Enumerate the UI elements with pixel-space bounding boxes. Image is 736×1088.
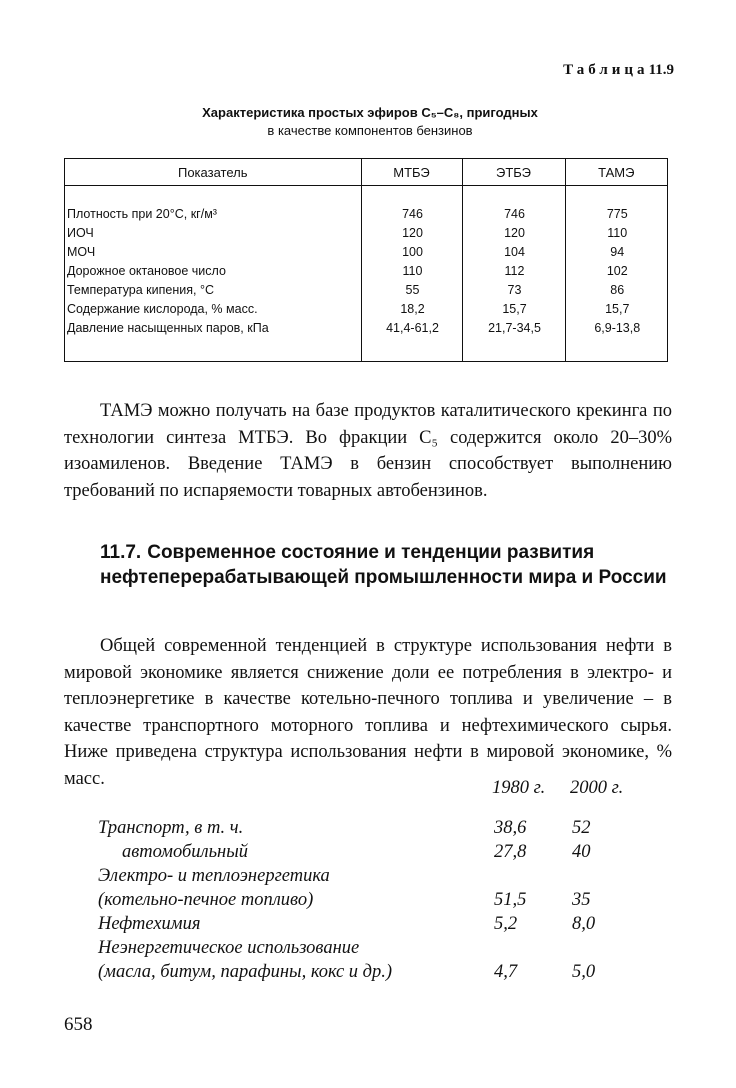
- usage-label: Электро- и теплоэнергетика: [98, 866, 330, 886]
- usage-label: Неэнергетическое использование: [98, 938, 360, 958]
- usage-label: (масла, битум, парафины, кокс и др.): [98, 962, 393, 982]
- cell-etbe: 120: [462, 223, 565, 242]
- list-item: [98, 842, 658, 866]
- ethers-table: [64, 158, 668, 362]
- row-label: Температура кипения, °С: [65, 280, 361, 299]
- value-2000: 40: [572, 842, 591, 862]
- list-item: [98, 938, 658, 962]
- cell-etbe: 104: [462, 242, 565, 261]
- usage-label: (котельно-печное топливо): [98, 890, 314, 910]
- cell-etbe: 746: [462, 204, 565, 223]
- caption-line-1: Характеристика простых эфиров C₅–C₈, пригодных: [202, 105, 538, 120]
- header-parameter: Показатель: [65, 159, 361, 186]
- header-tame: ТАМЭ: [565, 159, 667, 186]
- list-item: [98, 962, 658, 986]
- header-etbe: ЭТБЭ: [462, 159, 565, 186]
- usage-label: Нефтехимия: [98, 914, 201, 934]
- cell-tame: 110: [607, 225, 628, 240]
- cell-tame: 94: [610, 244, 625, 259]
- row-label: ИОЧ: [65, 223, 361, 242]
- table-row: [65, 299, 667, 318]
- page-number: 658: [64, 1014, 93, 1035]
- table-header-row: [65, 159, 667, 186]
- cell-etbe: 21,7-34,5: [462, 318, 565, 337]
- cell-mtbe: 55: [361, 280, 462, 299]
- value-1980: 4,7: [494, 962, 518, 982]
- table-caption: [120, 104, 620, 140]
- year-2000-header: 2000 г.: [570, 778, 624, 798]
- cell-tame: 6,9-13,8: [594, 320, 641, 335]
- header-mtbe: МТБЭ: [361, 159, 462, 186]
- cell-mtbe: 120: [361, 223, 462, 242]
- list-item: [98, 890, 658, 914]
- table-row: [65, 223, 667, 242]
- row-label: Давление насыщенных паров, кПа: [65, 318, 361, 337]
- usage-label: Транспорт, в т. ч.: [98, 818, 244, 838]
- cell-etbe: 73: [462, 280, 565, 299]
- value-1980: 38,6: [494, 818, 527, 838]
- cell-mtbe: 110: [361, 261, 462, 280]
- row-label: МОЧ: [65, 242, 361, 261]
- list-item: [98, 818, 658, 842]
- cell-tame: 102: [606, 263, 628, 278]
- year-1980-header: 1980 г.: [492, 778, 546, 798]
- value-1980: 5,2: [494, 914, 518, 934]
- cell-mtbe: 746: [361, 204, 462, 223]
- table-row: [65, 261, 667, 280]
- value-2000: 8,0: [572, 914, 596, 934]
- cell-mtbe: 100: [361, 242, 462, 261]
- table-number-label: [563, 62, 674, 79]
- value-2000: 52: [572, 818, 591, 838]
- cell-etbe: 15,7: [462, 299, 565, 318]
- paragraph-trends: Общей современной тенденцией в структуре использования нефти в мировой экономике является снижение доли ее потребления в электро- и теплоэнергетике в качестве котельно-печного топлива и увеличение – в качестве транспортного моторного топлива и нефтехимического сырья. Ниже приведена структура использования нефти в мировой экономике, % масс.: [64, 636, 672, 789]
- table-row: [65, 318, 667, 337]
- row-label: Дорожное октановое число: [65, 261, 361, 280]
- section-heading: [100, 540, 680, 590]
- table-label-number: 11.9: [648, 62, 674, 78]
- section-number: 11.7.: [100, 542, 142, 563]
- caption-line-2: в качестве компонентов бензинов: [267, 123, 473, 138]
- paragraph-tame: ТАМЭ можно получать на базе продуктов каталитического крекинга по технологии синтеза МТБЭ. Во фракции C₅ содержится около 20–30% изоамиленов. Введение ТАМЭ в бензин способствует выполнению требований по испаряемости товарных автобензинов.: [64, 401, 672, 501]
- value-2000: 5,0: [572, 962, 596, 982]
- value-2000: 35: [572, 890, 591, 910]
- cell-etbe: 112: [462, 261, 565, 280]
- table-row: [65, 204, 667, 223]
- cell-tame: 86: [610, 282, 625, 297]
- list-item: [98, 866, 658, 890]
- row-label: Плотность при 20°С, кг/м³: [65, 204, 361, 223]
- table-row: [65, 242, 667, 261]
- oil-use-structure: [98, 778, 658, 986]
- table-row: [65, 280, 667, 299]
- row-label: Содержание кислорода, % масс.: [65, 299, 361, 318]
- cell-tame: 15,7: [605, 301, 630, 316]
- value-1980: 27,8: [494, 842, 527, 862]
- cell-tame: 775: [606, 206, 628, 221]
- cell-mtbe: 41,4-61,2: [361, 318, 462, 337]
- table-label-word: Таблица: [563, 62, 649, 78]
- value-1980: 51,5: [494, 890, 527, 910]
- section-title-text: Современное состояние и тенденции развития нефтеперерабатывающей промышленности мира и России: [100, 542, 667, 588]
- list-item: [98, 914, 658, 938]
- usage-label: автомобильный: [122, 842, 248, 862]
- year-header-row: [98, 778, 658, 818]
- cell-mtbe: 18,2: [361, 299, 462, 318]
